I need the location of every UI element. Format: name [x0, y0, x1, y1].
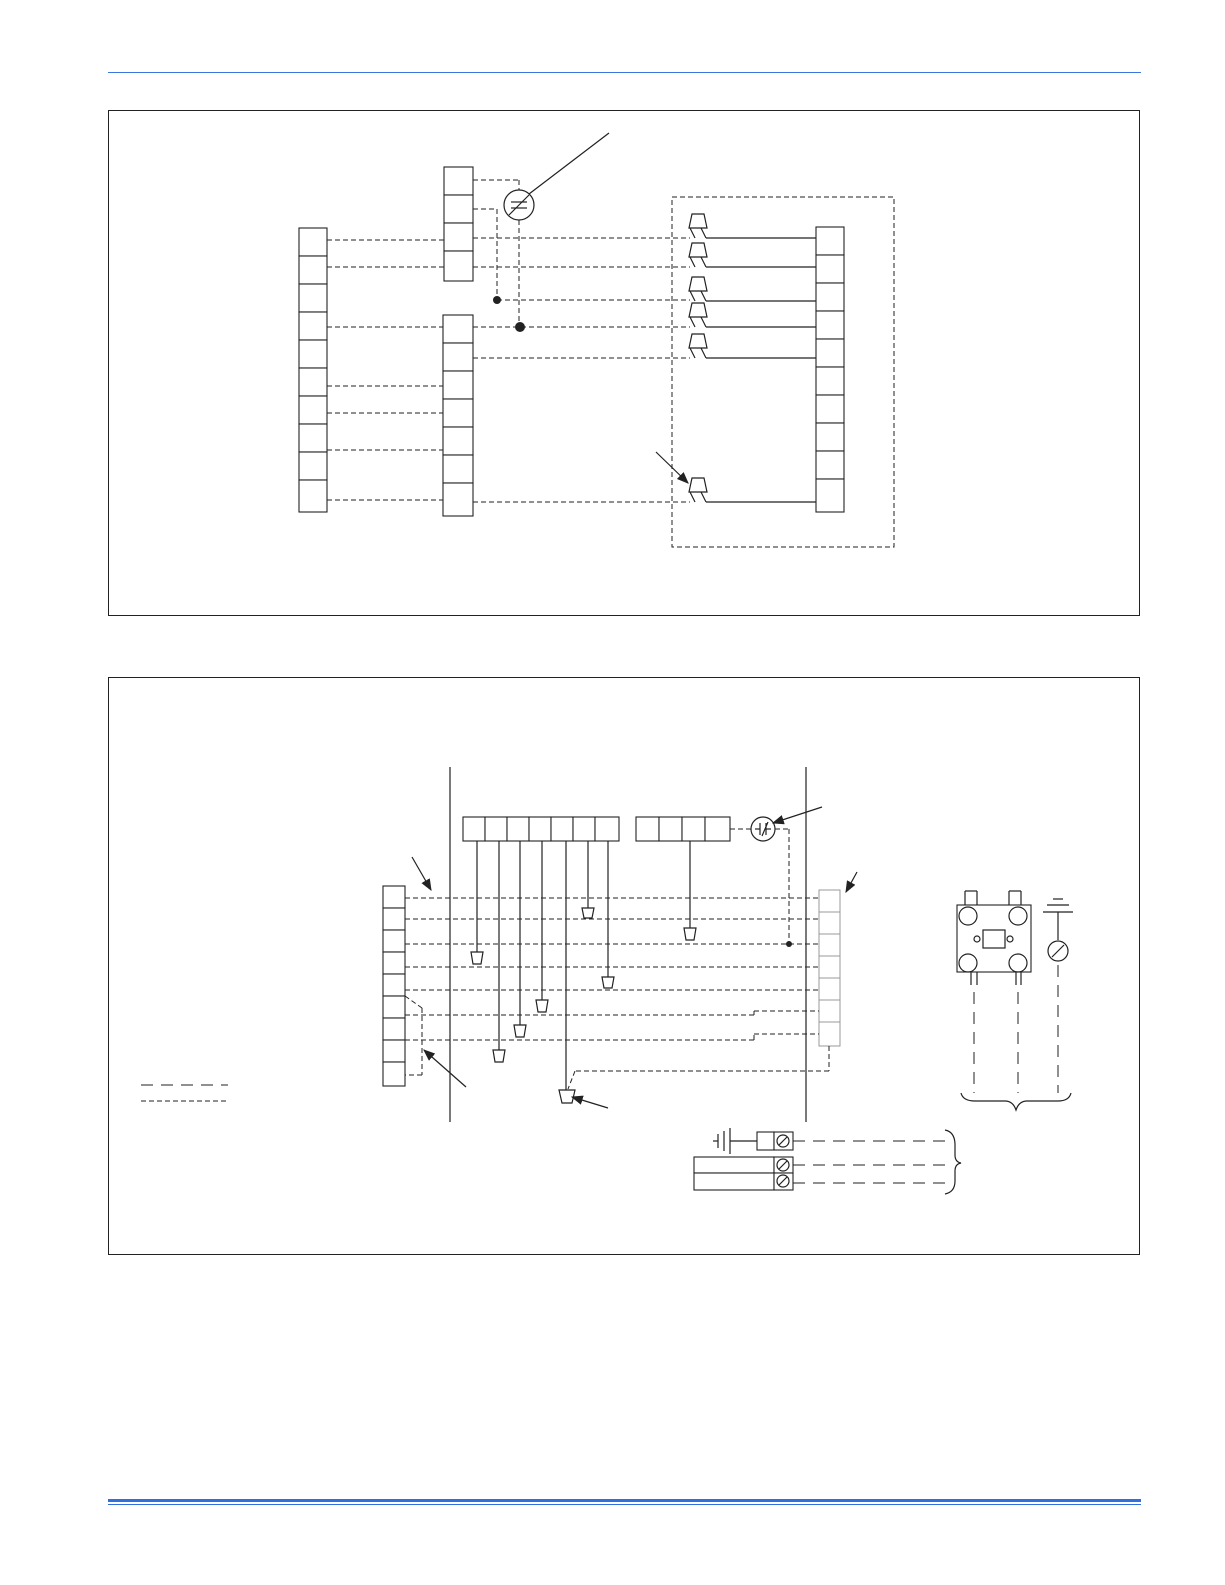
left-terminal-strip: [299, 228, 327, 512]
bottom-right-terminal-strip: [819, 872, 857, 1046]
drop-wires: [471, 841, 696, 1108]
left-links: [327, 240, 444, 500]
brace-bottom: [961, 1093, 1071, 1110]
harness-lines: [473, 238, 690, 502]
footer-rule: [108, 1499, 1141, 1502]
line-legend: [141, 1085, 228, 1101]
footer-rule-thin: [108, 1504, 1141, 1505]
sensor-symbol: [1043, 899, 1073, 1093]
switch-symbol: [730, 807, 822, 947]
horizontal-connector-a: [463, 817, 619, 841]
right-terminal-strip: [816, 227, 844, 512]
bottom-diagram: [141, 767, 1073, 1194]
limit-switch-symbol: [504, 133, 609, 220]
horizontal-connector-b: [636, 817, 730, 841]
connector-plugs: [656, 214, 816, 502]
top-diagram: [299, 133, 894, 547]
upper-middle-connector: [444, 167, 473, 281]
bottom-harness-lines: [405, 898, 829, 1089]
brace-right: [945, 1130, 961, 1194]
ground-terminal-block: [694, 1128, 961, 1194]
relay-block-symbol: [957, 891, 1031, 1093]
bottom-left-terminal-strip: [383, 857, 466, 1087]
lower-middle-connector: [443, 315, 473, 516]
